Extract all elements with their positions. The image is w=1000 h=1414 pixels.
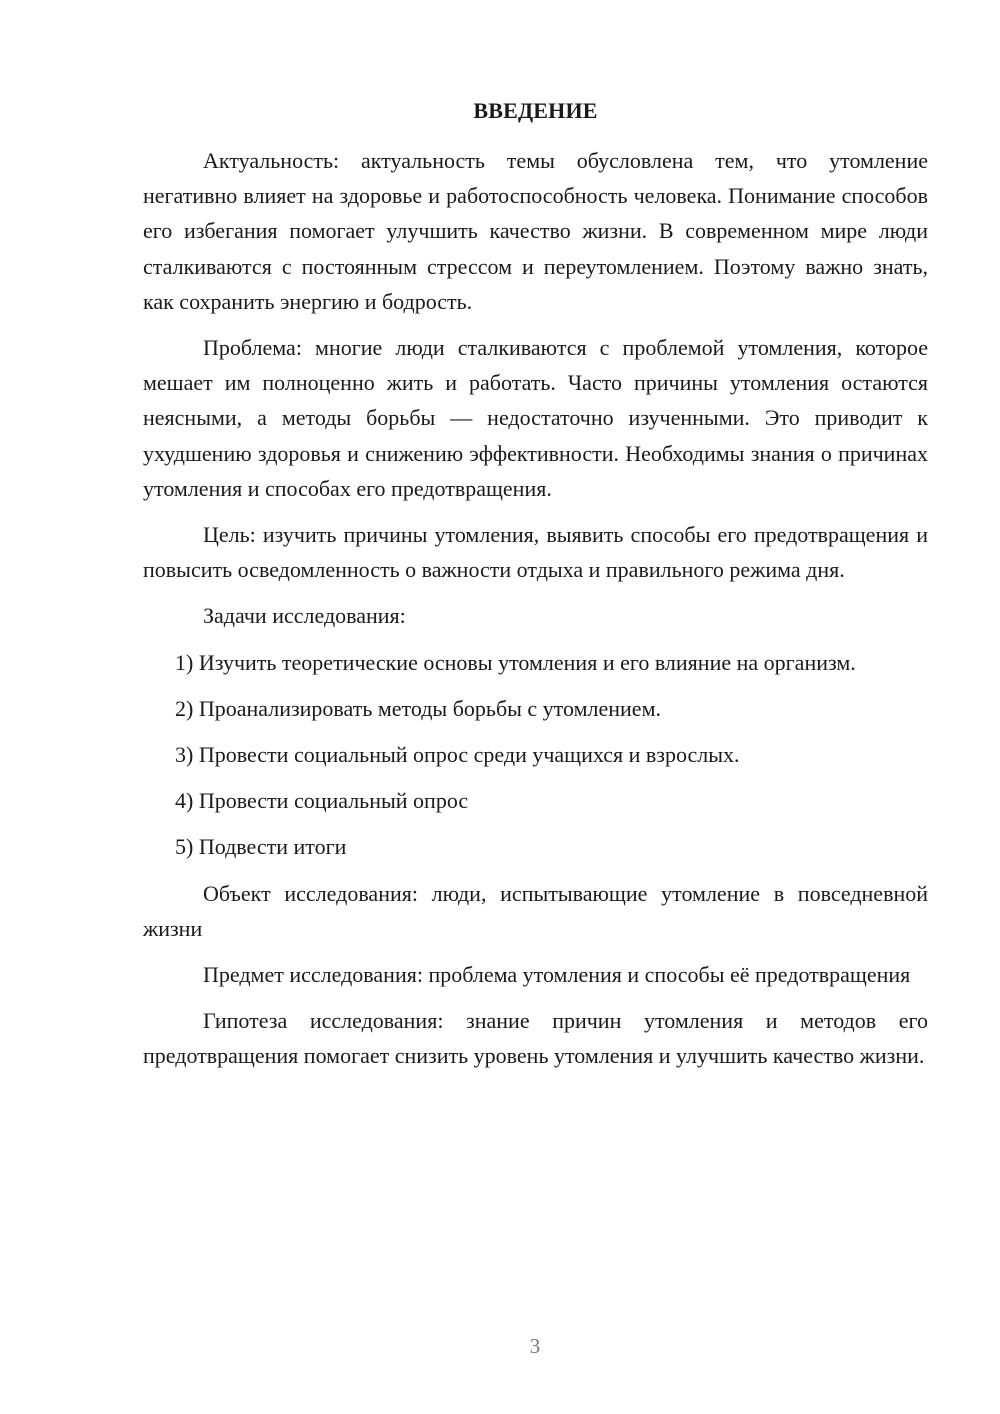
task-item-2: 2) Проанализировать методы борьбы с утомлением. [175,695,661,721]
subject-paragraph: Предмет исследования: проблема утомления и способы её предотвращения [203,962,911,988]
section-title: ВВЕДЕНИЕ [473,98,598,123]
task-item-5: 5) Подвести итоги [175,834,347,860]
hypothesis-paragraph: Гипотеза исследования: знание причин утомления и методов его предотвращения помогает снизить уровень утомления и улучшить качество жизни. [143,1008,928,1069]
task-item-1: 1) Изучить теоретические основы утомления и его влияние на организм. [175,649,856,675]
task-item-4: 4) Провести социальный опрос [175,788,469,814]
problem-paragraph: Проблема: многие люди сталкиваются с проблемой утомления, которое мешает им полноценно жить и работать. Часто причины утомления остаются неясными, а методы борьбы — недостаточно изученными. Это приводит к ухудшению здоровья и снижению эффективности. Необходимы знания о причинах утомления и способах его предотвращения. [143,335,928,501]
document-body [143,93,928,1074]
tasks-heading: Задачи исследования: [203,603,406,629]
task-item-3: 3) Провести социальный опрос среди учащихся и взрослых. [175,742,740,768]
object-paragraph: Объект исследования: люди, испытывающие утомление в повседневной жизни [143,880,928,941]
goal-paragraph: Цель: изучить причины утомления, выявить способы его предотвращения и повысить осведомленность о важности отдыха и правильного режима дня. [143,522,928,583]
page-number: 3 [529,1334,541,1358]
relevance-paragraph: Актуальность: актуальность темы обусловлена тем, что утомление негативно влияет на здоровье и работоспособность человека. Понимание способов его избегания помогает улучшить качество жизни. В современном мире люди сталкиваются с постоянным стрессом и переутомлением. Поэтому важно знать, как сохранить энергию и бодрость. [143,148,928,314]
